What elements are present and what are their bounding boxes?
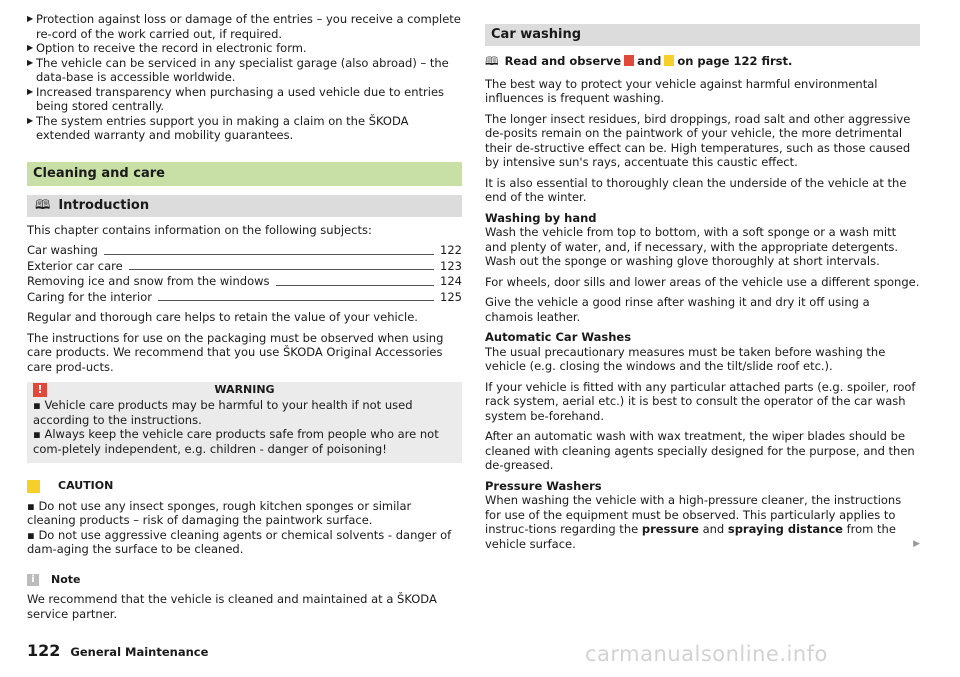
left-column [27,12,462,621]
list-item: ▶ Protection against loss or damage of the entries – you receive a complete re-cord of the work carried out, if required. [27,12,461,41]
intro-title: Introduction [58,197,150,213]
note-title: Note [51,572,81,586]
warning-box [27,382,462,463]
section-title: Car washing [485,24,920,46]
subheading-pressure: Pressure Washers [485,478,602,493]
list-item: ▶ The vehicle can be serviced in any specialist garage (also abroad) – the data-base is accessible worldwide. [27,55,449,84]
note-icon: i [27,574,39,586]
benefits-list [27,12,462,143]
footer-section: General Maintenance [70,645,209,659]
continue-arrow-icon: ▶ [913,538,920,549]
page-number: 122 [27,641,61,660]
subheading-automatic: Automatic Car Washes [485,330,632,344]
paragraph: Regular and thorough care helps to retain the value of your vehicle. [27,310,418,324]
table-of-contents [27,243,462,304]
list-item: ▶ The system entries support you in making a claim on the ŠKODA extended warranty and mobility guarantees. [27,113,409,142]
paragraph: Give the vehicle a good rinse after washing it and dry it off using a chamois leather. [485,295,870,324]
intro-header [27,195,462,217]
book-icon: 🕮 [35,197,51,213]
read-observe-line: 🕮 Read and observe and on page 122 first. [485,54,793,68]
triangle-bullet-icon: ▶ [27,43,34,52]
note-header [27,573,462,588]
book-icon: 🕮 [485,54,499,68]
toc-row[interactable]: Exterior car care 123 [27,258,462,273]
triangle-bullet-icon: ▶ [27,57,34,67]
caution-item: ▪ Do not use aggressive cleaning agents or chemical solvents - danger of dam-aging the surface to be cleaned. [27,527,452,556]
paragraph: The instructions for use on the packaging must be observed when using care products. We recommend that you use ŠKODA Original Accessories care prod-ucts. [27,330,444,374]
paragraph: The best way to protect your vehicle against harmful environmental influences is frequent washing. [485,76,878,105]
triangle-bullet-icon: ▶ [27,115,34,125]
paragraph: It is also essential to thoroughly clean the underside of the vehicle at the end of the winter. [485,175,907,204]
paragraph: For wheels, door sills and lower areas of the vehicle use a different sponge. [485,274,920,289]
paragraph: When washing the vehicle with a high-pressure cleaner, the instructions for use of the equipment must be observed. This particularly applies to instruc-tions regarding the pressure and spraying distance from the vehicle surface. ▶ [485,493,920,551]
caution-header [27,479,462,494]
warning-title: WARNING [214,382,275,396]
subheading-hand-wash: Washing by hand [485,210,597,225]
right-column [485,12,920,551]
caution-item: ▪ Do not use any insect sponges, rough kitchen sponges or similar cleaning products – risk of damaging the paintwork surface. [27,498,412,527]
paragraph: After an automatic wash with wax treatment, the wiper blades should be cleaned with cleaning agents specially designed for the purpose, and then de-greased. [485,429,915,472]
warning-item: ▪ Always keep the vehicle care products safe from people who are not com-pletely independent, e.g. children - danger of poisoning! [33,427,439,456]
triangle-bullet-icon: ▶ [27,14,34,23]
warning-item: ▪ Vehicle care products may be harmful to your health if not used according to the instructions. [33,398,413,427]
caution-icon [27,480,40,493]
toc-row[interactable]: Removing ice and snow from the windows 124 [27,274,462,288]
paragraph: The usual precautionary measures must be taken before washing the vehicle (e.g. closing the windows and the tilt/slide roof etc.). [485,344,886,373]
warning-ref-icon[interactable] [624,55,634,66]
triangle-bullet-icon: ▶ [27,86,34,96]
watermark: carmanualsonline.info [585,642,828,666]
page-reference[interactable]: on page 122 first. [677,54,793,68]
paragraph: The longer insect residues, bird droppings, road salt and other aggressive de-posits remain on the paintwork of your vehicle, the more detrimental their de-structive effect can be. High temperatures, such as those caused by intensive sun's rays, accentuate this caustic effect. [485,111,911,169]
toc-row[interactable]: Car washing 122 [27,243,462,257]
chapter-title: Cleaning and care [27,162,462,186]
paragraph: If your vehicle is fitted with any particular attached parts (e.g. spoiler, roof rack system, aerial etc.) it is best to consult the operator of the car wash system be-forehand. [485,379,916,423]
caution-ref-icon[interactable] [664,55,674,66]
caution-title: CAUTION [58,479,114,492]
toc-row[interactable]: Caring for the interior 125 [27,289,462,304]
paragraph: Wash the vehicle from top to bottom, with a soft sponge or a wash mitt and plenty of water, and, if necessary, with the appropriate detergents. Wash out the sponge or washing glove thoroughly at short intervals. [485,225,898,268]
list-item: ▶ Option to receive the record in electronic form. [27,41,307,55]
warning-icon: ! [33,383,47,397]
note-text: We recommend that the vehicle is cleaned and maintained at a ŠKODA service partner. [27,592,437,621]
warning-header [33,382,456,398]
list-item: ▶ Increased transparency when purchasing a used vehicle due to entries being stored centrally. [27,84,445,113]
intro-text: This chapter contains information on the following subjects: [27,222,372,237]
page-footer [27,641,209,660]
